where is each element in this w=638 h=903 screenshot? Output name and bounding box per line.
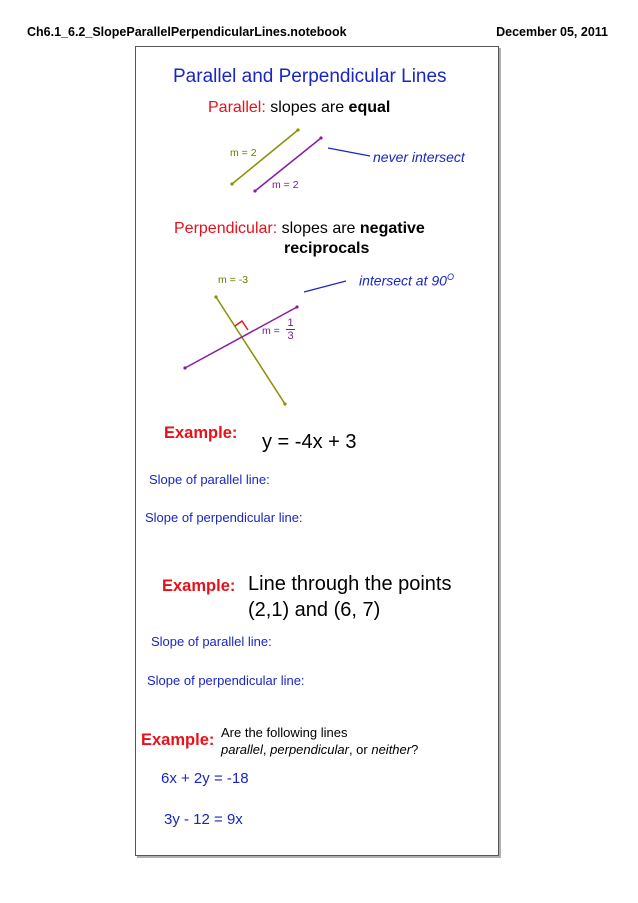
perpendicular-bold-2: reciprocals	[284, 240, 370, 257]
parallel-term: Parallel:	[208, 99, 266, 116]
separator-1: ,	[262, 742, 271, 757]
perpendicular-line-olive	[216, 297, 285, 404]
slope-fraction	[286, 317, 295, 342]
perpendicular-term: Perpendicular:	[174, 220, 278, 237]
page-title: Parallel and Perpendicular Lines	[173, 66, 447, 87]
option-parallel: parallel	[221, 742, 263, 757]
example-3-equation-2: 3y - 12 = 9x	[164, 811, 243, 828]
perpendicular-definition	[174, 220, 425, 238]
fraction-denominator: 3	[287, 330, 294, 342]
parallel-definition	[208, 99, 390, 117]
example-1-perpendicular-prompt: Slope of perpendicular line:	[145, 510, 303, 525]
separator-2: , or	[348, 742, 372, 757]
perpendicular-line-purple	[185, 307, 297, 368]
example-3-question-line-2	[221, 741, 418, 758]
never-intersect-note: never intersect	[373, 149, 465, 165]
intersect-note	[359, 272, 454, 289]
intersect-note-degree: O	[446, 272, 454, 282]
perpendicular-bold-1: negative	[359, 220, 425, 237]
parallel-text: slopes are	[270, 99, 345, 116]
notebook-filename: Ch6.1_6.2_SlopeParallelPerpendicularLines.notebook	[27, 25, 347, 39]
intersect-note-text: intersect at 90	[359, 272, 447, 289]
slope-label-olive-perpendicular: m = -3	[218, 274, 249, 286]
slope-label-purple-perpendicular: m =	[262, 325, 280, 337]
pointer-line-parallel	[328, 148, 370, 156]
question-mark: ?	[411, 742, 419, 757]
example-2-line-2: (2,1) and (6, 7)	[248, 599, 381, 621]
example-2-perpendicular-prompt: Slope of perpendicular line:	[147, 673, 305, 688]
example-3-equation-1: 6x + 2y = -18	[161, 770, 249, 787]
slope-label-olive-parallel: m = 2	[230, 147, 257, 159]
slope-label-purple-parallel: m = 2	[272, 179, 299, 191]
example-1-label: Example:	[164, 424, 238, 442]
fraction-numerator: 1	[287, 317, 294, 329]
example-3-label: Example:	[141, 731, 215, 749]
example-2-line-1: Line through the points	[248, 573, 452, 595]
example-1-equation: y = -4x + 3	[262, 431, 357, 453]
example-2-parallel-prompt: Slope of parallel line:	[151, 634, 272, 649]
example-3-question-line-1: Are the following lines	[221, 725, 348, 740]
parallel-bold: equal	[348, 99, 391, 116]
notebook-date: December 05, 2011	[496, 25, 608, 39]
perpendicular-text: slopes are	[281, 220, 356, 237]
example-2-label: Example:	[162, 577, 236, 595]
option-perpendicular: perpendicular	[270, 742, 349, 757]
pointer-line-perpendicular	[304, 281, 346, 292]
example-1-parallel-prompt: Slope of parallel line:	[149, 472, 270, 487]
option-neither: neither	[371, 742, 412, 757]
